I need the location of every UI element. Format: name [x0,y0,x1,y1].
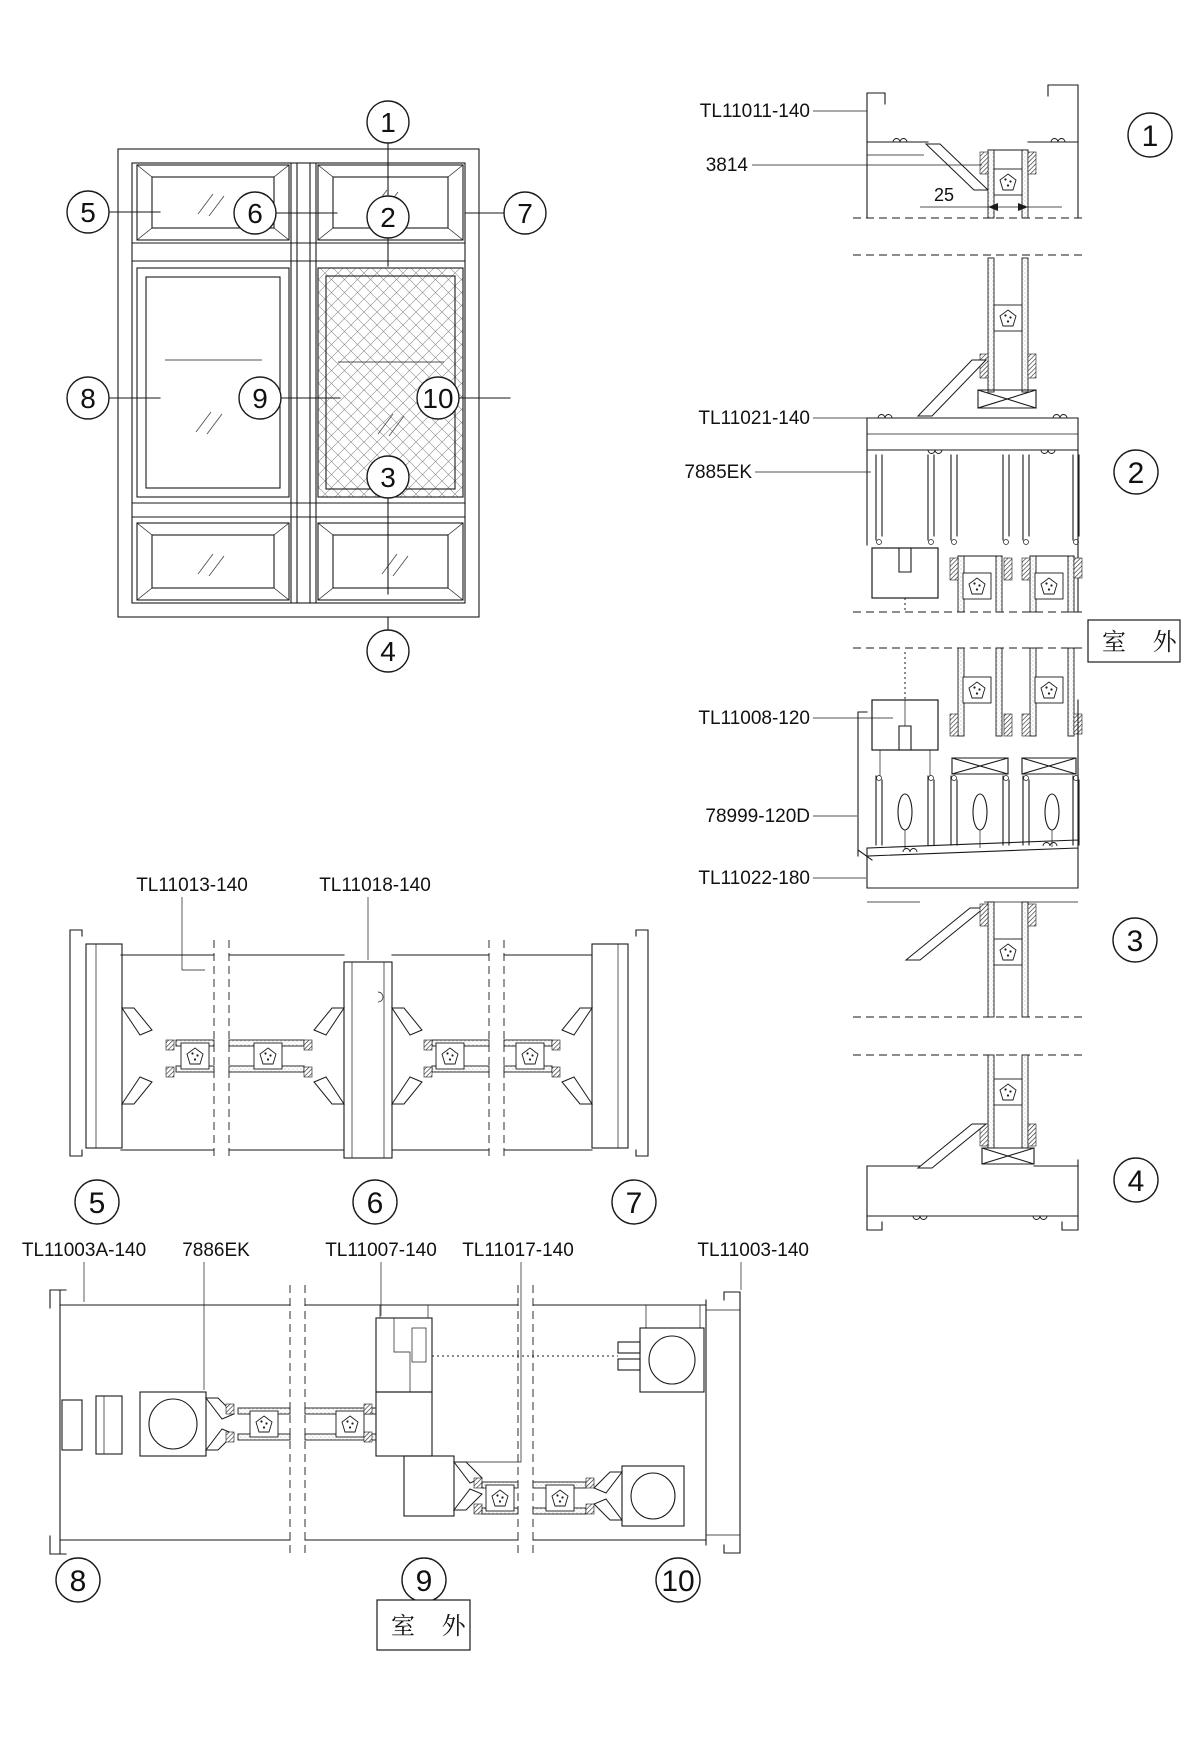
label-s3-sill [698,868,866,889]
label-s3-cap [698,708,893,729]
callout-number: 7 [625,1187,643,1220]
callout-5-elevation [67,191,160,233]
section-strip-sliding-row [22,1240,809,1650]
outdoor-label: 室 外 [1102,629,1187,656]
callout-2-elevation [367,196,409,266]
outdoor-label: 室 外 [391,1613,476,1640]
callout-number: 6 [366,1187,384,1220]
section-detail-4 [853,1055,1158,1230]
sash-stile-inner [586,1466,684,1526]
callout-number: 3 [1126,925,1144,958]
callout-4-elevation [367,618,409,672]
callout-number: 4 [380,636,396,667]
callout-number: 5 [88,1187,106,1220]
part-label: 7886EK [182,1240,250,1261]
jamb-right-sliding [706,1292,740,1553]
part-label: TL11008-120 [698,708,810,729]
label-b-cap [182,1240,250,1390]
screen-cap-right [618,1305,704,1392]
glass-mark-icon [198,194,224,216]
callout-2-section [1114,450,1158,494]
part-label: 78999-120D [705,806,810,827]
outdoor-box-bottom [377,1600,476,1650]
callout-5-section [75,1180,119,1224]
outdoor-box-right [1088,620,1187,662]
callout-number: 8 [69,1565,87,1598]
callout-6-elevation [234,192,337,234]
elevation-panel-bottom-left [137,523,289,600]
callout-number: 7 [517,198,533,229]
part-label: TL11003-140 [697,1240,809,1261]
callout-3-elevation [367,456,409,594]
part-label: 7885EK [684,462,752,483]
part-label: TL11007-140 [325,1240,437,1261]
glass-mark-icon [198,554,224,576]
callout-number: 9 [252,383,268,414]
elevation-view [67,101,546,672]
label-b-jamb-right [697,1240,809,1290]
callout-1-section [1128,113,1172,157]
callout-number: 8 [80,383,96,414]
callout-number: 9 [415,1565,433,1598]
label-s1-frame [700,101,867,122]
callout-7-elevation [465,192,546,234]
callout-7-section [612,1180,656,1224]
section-detail-1 [700,85,1172,218]
section-detail-2 [684,255,1158,612]
glass-mark-icon [196,412,222,434]
callout-number: 4 [1127,1165,1145,1198]
elevation-panel-bottom-right [318,523,463,600]
callout-3-section [1113,918,1157,962]
part-label: TL11011-140 [699,101,810,122]
label-b-jamb-left [22,1240,146,1302]
callout-number: 1 [1141,120,1159,153]
label-s3-angle [705,806,857,827]
part-label: TL11017-140 [462,1240,574,1261]
label-h-jamb-left [136,875,248,970]
label-b-stile [458,1240,574,1462]
jamb-left-profile [70,930,174,1156]
glass-mark-icon [382,554,408,576]
section-detail-3 [698,648,1157,1017]
label-s2-transom [698,408,867,429]
label-h-mullion [319,875,431,960]
callout-number: 1 [380,107,396,138]
callout-number: 2 [1127,457,1145,490]
sash-stile-outer [140,1392,234,1456]
screen-track-cap [872,548,938,612]
callout-number: 6 [247,198,263,229]
callout-6-section [353,1180,397,1224]
callout-number: 10 [661,1565,695,1598]
elevation-transom [132,243,465,261]
callout-number: 10 [422,383,454,414]
mullion-profile [304,962,432,1158]
callout-number: 3 [380,462,396,493]
callout-number: 2 [380,202,396,233]
part-label: TL11013-140 [136,875,248,896]
jamb-right-profile [552,930,648,1156]
part-label: TL11021-140 [698,408,810,429]
callout-4-section [1114,1158,1158,1202]
part-label: TL11018-140 [319,875,431,896]
callout-10-section [656,1558,700,1602]
callout-number: 5 [80,197,96,228]
callout-9-section [402,1558,446,1602]
part-label: TL11003A-140 [21,1240,147,1261]
section-strip-top-row [70,875,656,1224]
screen-track-cap [872,700,938,750]
elevation-bottom-rail [132,503,465,517]
elevation-mullion [291,163,316,603]
dimension-value: 25 [933,185,955,205]
part-label: TL11022-180 [698,868,810,889]
callout-8-section [56,1558,100,1602]
label-s2-cap [684,462,871,483]
part-label: 3814 [705,155,748,176]
interlock-profiles [376,1305,482,1516]
